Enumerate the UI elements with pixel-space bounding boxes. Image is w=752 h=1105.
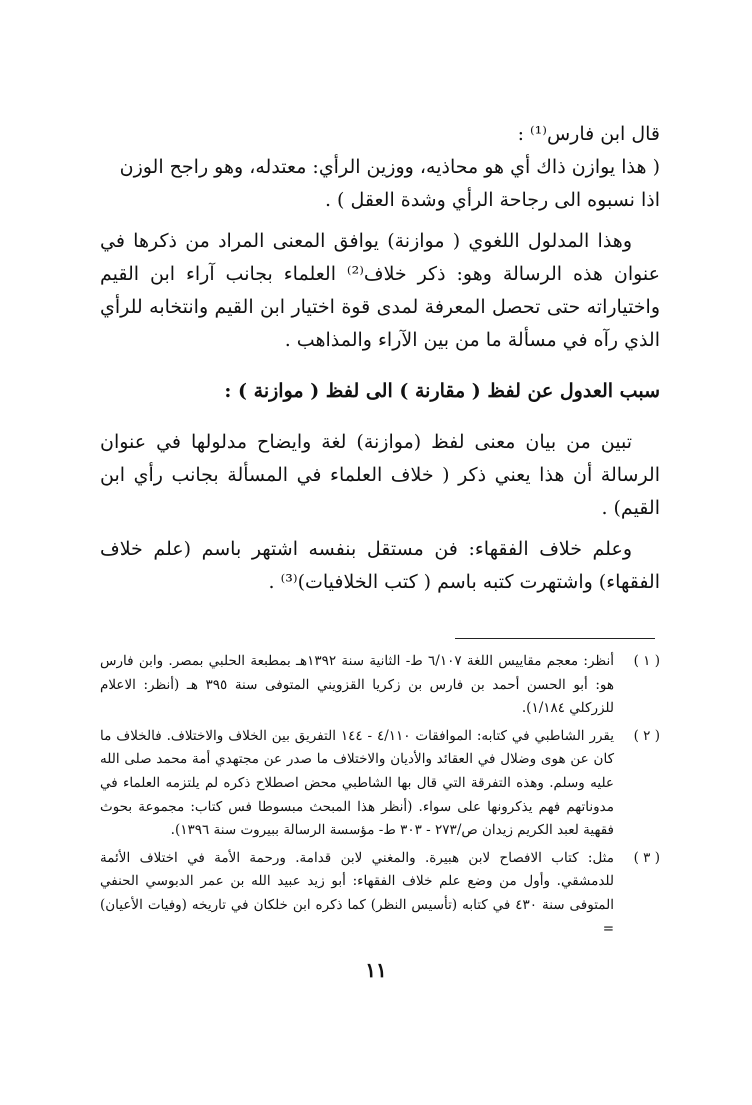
footnote-divider <box>455 638 655 639</box>
footnote <box>100 650 660 721</box>
footnote <box>100 725 660 843</box>
footnote-number: ( ٣ ) <box>633 849 660 866</box>
footnote-text: أنظر: معجم مقاييس اللغة ٦/١٠٧ ط- الثانية سنة ١٣٩٢هـ بمطبعة الحلبي بمصر. وابن فارس هو: أبو الحسن أحمد بن فارس بن زكريا القزويني المتوفى سنة ٣٩٥ هـ (أنظر: الاعلام للزركلي ١/١٨٤). <box>100 653 615 717</box>
page-number: ١١ <box>365 958 387 982</box>
footnotes <box>100 650 660 945</box>
quote-line-2: اذا نسبوه الى رجاحة الرأي وشدة العقل ) . <box>324 189 660 211</box>
section-heading: سبب العدول عن لفظ ( مقارنة ) الى لفظ ( موازنة ) : <box>224 380 660 402</box>
footnote-text: مثل: كتاب الافصاح لابن هبيرة. والمغني لابن قدامة. ورحمة الأمة في اختلاف الأئمة للدمشقي. وأول من وضع علم خلاف الفقهاء: أبو زيد عبيد الله بن عمر الدبوسي الحنفي المتوفى سنة ٤٣٠ في كتابه (تأسيس النظر) كما ذكره ابن خلكان في تاريخه (وفيات الأعيان) = <box>100 849 614 937</box>
footnote-number: ( ١ ) <box>633 653 660 669</box>
footnote <box>100 847 660 941</box>
paragraph-2: تبين من بيان معنى لفظ (موازنة) لغة وايضاح مدلولها في عنوان الرسالة أن هذا يعني ذكر ( خلاف العلماء في المسألة بجانب رأي ابن القيم) . <box>100 431 660 519</box>
footnote-number: ( ٢ ) <box>633 727 660 744</box>
intro-line: قال ابن فارس⁽¹⁾ : <box>517 123 660 145</box>
paragraph-3: وعلم خلاف الفقهاء: فن مستقل بنفسه اشتهر باسم (علم خلاف الفقهاء) واشتهرت كتبه باسم ( كتب الخلافيات)⁽³⁾ . <box>100 538 660 593</box>
footnote-text: يقرر الشاطبي في كتابه: الموافقات ٤/١١٠ - ١٤٤ التفريق بين الخلاف والاختلاف. فالخلاف ما كان عن هوى وضلال في العقائد والأديان والاختلاف ما صدر عن مجتهدي أمة محمد صلى الله عليه وسلم. وهذه التفرقة التي قال بها الشاطبي محض اصطلاح ذكره لم يلتزمه العلماء في مدوناتهم فهم يذكرونها على سواء. (أنظر هذا المبحث مبسوطا فس كتاب: مجموعة بحوث فقهية لعبد الكريم زيدان ص/٢٧٣ - ٣٠٣ ط- مؤسسة الرسالة ببيروت سنة ١٣٩٦). <box>100 727 614 839</box>
body-text <box>100 118 660 599</box>
quote-line-1: ( هذا يوازن ذاك أي هو محاذيه، ووزين الرأي: معتدله، وهو راجح الوزن <box>119 156 660 178</box>
paragraph-1: وهذا المدلول اللغوي ( موازنة) يوافق المعنى المراد من ذكرها في عنوان هذه الرسالة وهو: ذكر خلاف⁽²⁾ العلماء بجانب آراء ابن القيم واختياراته حتى تحصل المعرفة لمدى قوة اختيار ابن القيم وانتخابه للرأي الذي رآه في مسألة ما من بين الآراء والمذاهب . <box>100 230 660 351</box>
